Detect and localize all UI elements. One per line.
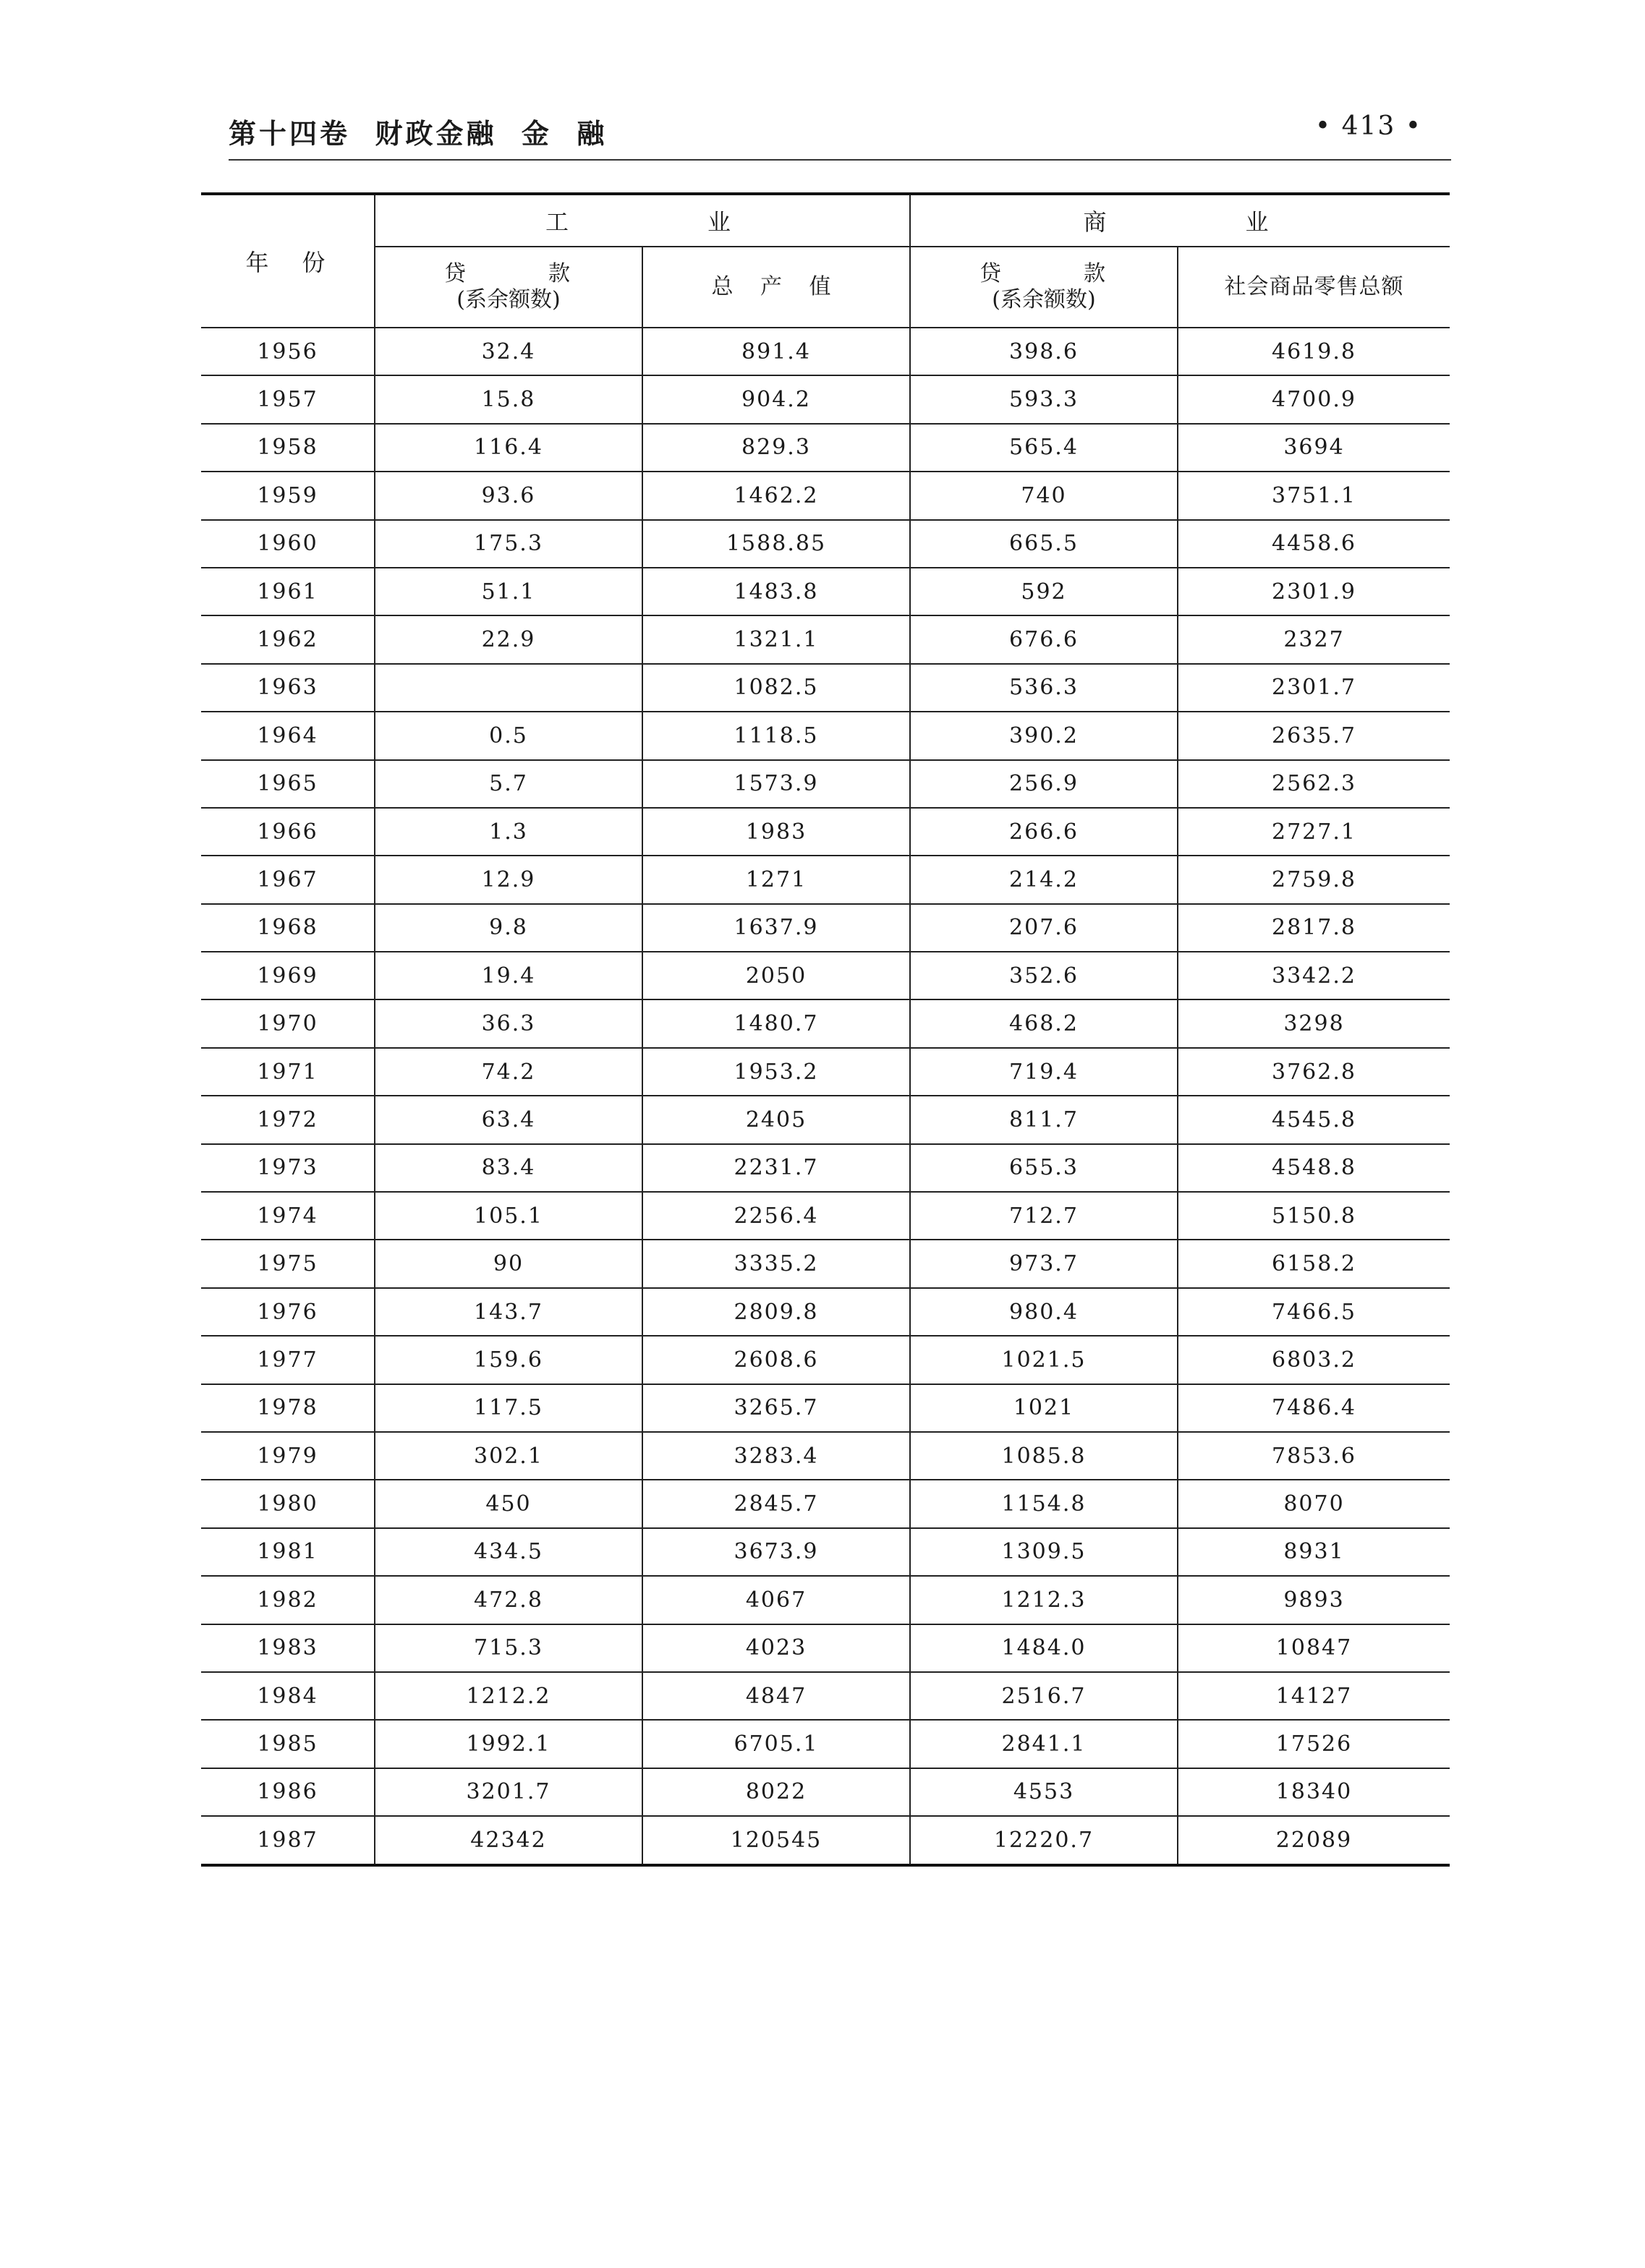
retail-sales-cell: 2759.8	[1178, 856, 1450, 903]
industry-loan-cell: 42342	[375, 1816, 642, 1864]
table-row	[201, 1288, 1450, 1336]
industry-loan-cell: 32.4	[375, 328, 642, 375]
commerce-loan-cell: 1021	[910, 1384, 1178, 1432]
total-output-cell: 1588.85	[642, 520, 910, 568]
total-output-cell: 1082.5	[642, 664, 910, 712]
commerce-loan-cell: 565.4	[910, 424, 1178, 472]
commerce-loan-cell: 973.7	[910, 1240, 1178, 1287]
industry-loan-cell: 715.3	[375, 1624, 642, 1672]
commerce-loan-cell: 214.2	[910, 856, 1178, 903]
retail-sales-cell: 7853.6	[1178, 1432, 1450, 1480]
retail-sales-cell: 8931	[1178, 1528, 1450, 1576]
retail-sales-cell: 9893	[1178, 1576, 1450, 1624]
retail-sales-cell: 4458.6	[1178, 520, 1450, 568]
retail-sales-cell: 8070	[1178, 1480, 1450, 1527]
industry-loan-cell: 159.6	[375, 1336, 642, 1384]
retail-sales-cell: 4545.8	[1178, 1096, 1450, 1143]
commerce-loan-cell: 536.3	[910, 664, 1178, 712]
table-row	[201, 375, 1450, 423]
year-cell: 1978	[201, 1384, 375, 1432]
table-row	[201, 952, 1450, 999]
table-header	[201, 194, 1450, 328]
table-row	[201, 1528, 1450, 1576]
table-row	[201, 856, 1450, 903]
retail-sales-cell: 2301.9	[1178, 568, 1450, 615]
total-output-cell: 2405	[642, 1096, 910, 1143]
year-cell: 1971	[201, 1048, 375, 1096]
table-row	[201, 1384, 1450, 1432]
retail-sales-cell: 2727.1	[1178, 808, 1450, 856]
table-row	[201, 1048, 1450, 1096]
total-output-cell: 2809.8	[642, 1288, 910, 1336]
year-cell: 1985	[201, 1720, 375, 1768]
table-row	[201, 568, 1450, 615]
commerce-loan-cell: 712.7	[910, 1192, 1178, 1240]
industry-loan-cell: 3201.7	[375, 1768, 642, 1816]
table-row	[201, 904, 1450, 952]
year-header-char-2: 份	[302, 249, 330, 276]
industry-loan-cell: 22.9	[375, 615, 642, 663]
commerce-loan-cell: 468.2	[910, 999, 1178, 1047]
year-cell: 1975	[201, 1240, 375, 1287]
commerce-loan-cell: 256.9	[910, 760, 1178, 808]
retail-sales-cell: 22089	[1178, 1816, 1450, 1864]
total-output-cell: 1118.5	[642, 712, 910, 759]
year-cell: 1960	[201, 520, 375, 568]
industry-loan-cell: 9.8	[375, 904, 642, 952]
year-cell: 1972	[201, 1096, 375, 1143]
loan-header-char-2: 款	[548, 261, 573, 286]
industry-loan-cell: 105.1	[375, 1192, 642, 1240]
industry-loan-header	[375, 247, 642, 328]
table-row	[201, 1576, 1450, 1624]
table-row	[201, 472, 1450, 519]
total-output-header	[642, 247, 910, 328]
header-row-subcolumns	[201, 247, 1450, 328]
year-cell: 1980	[201, 1480, 375, 1527]
table-row	[201, 520, 1450, 568]
loan-header-char-1: 贷	[979, 261, 1004, 286]
year-cell: 1970	[201, 999, 375, 1047]
retail-sales-cell: 10847	[1178, 1624, 1450, 1672]
total-output-cell: 2256.4	[642, 1192, 910, 1240]
table-row	[201, 1816, 1450, 1864]
total-output-cell: 1271	[642, 856, 910, 903]
total-output-cell: 829.3	[642, 424, 910, 472]
industry-loan-cell: 175.3	[375, 520, 642, 568]
table-row	[201, 1432, 1450, 1480]
retail-sales-header	[1178, 247, 1450, 328]
commerce-loan-cell: 811.7	[910, 1096, 1178, 1143]
industry-loan-cell: 434.5	[375, 1528, 642, 1576]
year-cell: 1977	[201, 1336, 375, 1384]
year-cell: 1962	[201, 615, 375, 663]
commerce-loan-cell: 1085.8	[910, 1432, 1178, 1480]
commerce-header-char-2: 业	[1245, 208, 1278, 236]
total-output-label: 总 产 值	[711, 274, 841, 299]
retail-sales-cell: 4619.8	[1178, 328, 1450, 375]
industry-loan-cell: 472.8	[375, 1576, 642, 1624]
industry-loan-cell: 83.4	[375, 1144, 642, 1192]
commerce-loan-cell: 4553	[910, 1768, 1178, 1816]
commerce-loan-cell: 1154.8	[910, 1480, 1178, 1527]
commerce-loan-cell: 593.3	[910, 375, 1178, 423]
total-output-cell: 891.4	[642, 328, 910, 375]
retail-sales-cell: 4700.9	[1178, 375, 1450, 423]
year-cell: 1958	[201, 424, 375, 472]
table-row	[201, 999, 1450, 1047]
industry-loan-cell: 0.5	[375, 712, 642, 759]
total-output-cell: 1637.9	[642, 904, 910, 952]
year-cell: 1966	[201, 808, 375, 856]
commerce-loan-cell: 655.3	[910, 1144, 1178, 1192]
industry-loan-cell: 12.9	[375, 856, 642, 903]
retail-sales-cell: 3342.2	[1178, 952, 1450, 999]
retail-sales-cell: 3298	[1178, 999, 1450, 1047]
commerce-loan-cell: 740	[910, 472, 1178, 519]
commerce-loan-cell: 266.6	[910, 808, 1178, 856]
total-output-cell: 2845.7	[642, 1480, 910, 1527]
total-output-cell: 904.2	[642, 375, 910, 423]
table-row	[201, 808, 1450, 856]
commerce-loan-cell: 592	[910, 568, 1178, 615]
commerce-loan-cell: 1309.5	[910, 1528, 1178, 1576]
retail-sales-cell: 17526	[1178, 1720, 1450, 1768]
year-cell: 1969	[201, 952, 375, 999]
year-cell: 1987	[201, 1816, 375, 1864]
total-output-cell: 2050	[642, 952, 910, 999]
retail-sales-cell: 5150.8	[1178, 1192, 1450, 1240]
industry-loan-cell: 302.1	[375, 1432, 642, 1480]
commerce-loan-cell: 2841.1	[910, 1720, 1178, 1768]
retail-sales-cell: 6158.2	[1178, 1240, 1450, 1287]
total-output-cell: 1483.8	[642, 568, 910, 615]
commerce-loan-header	[910, 247, 1178, 328]
table-row	[201, 328, 1450, 375]
retail-sales-cell: 7486.4	[1178, 1384, 1450, 1432]
commerce-group-header	[910, 194, 1450, 247]
industry-loan-cell: 74.2	[375, 1048, 642, 1096]
total-output-cell: 4023	[642, 1624, 910, 1672]
table-row	[201, 712, 1450, 759]
running-title: 第十四卷 财政金融 金 融	[229, 117, 608, 150]
industry-loan-cell: 117.5	[375, 1384, 642, 1432]
total-output-cell: 3335.2	[642, 1240, 910, 1287]
total-output-cell: 3265.7	[642, 1384, 910, 1432]
year-cell: 1968	[201, 904, 375, 952]
total-output-cell: 8022	[642, 1768, 910, 1816]
retail-sales-label: 社会商品零售总额	[1224, 274, 1404, 299]
total-output-cell: 1573.9	[642, 760, 910, 808]
industry-loan-cell: 1992.1	[375, 1720, 642, 1768]
commerce-header-char-1: 商	[1083, 208, 1115, 236]
table-row	[201, 1096, 1450, 1143]
year-cell: 1976	[201, 1288, 375, 1336]
table-row	[201, 615, 1450, 663]
industry-loan-cell: 143.7	[375, 1288, 642, 1336]
retail-sales-cell: 6803.2	[1178, 1336, 1450, 1384]
table-row	[201, 1672, 1450, 1720]
year-cell: 1973	[201, 1144, 375, 1192]
total-output-cell: 1953.2	[642, 1048, 910, 1096]
industry-loan-cell: 90	[375, 1240, 642, 1287]
commerce-loan-cell: 207.6	[910, 904, 1178, 952]
total-output-cell: 2608.6	[642, 1336, 910, 1384]
total-output-cell: 3673.9	[642, 1528, 910, 1576]
retail-sales-cell: 2327	[1178, 615, 1450, 663]
total-output-cell: 1462.2	[642, 472, 910, 519]
industry-loan-cell: 19.4	[375, 952, 642, 999]
industry-loan-cell: 116.4	[375, 424, 642, 472]
table-row	[201, 1720, 1450, 1768]
page-number: • 413 •	[1314, 111, 1422, 141]
table-row	[201, 760, 1450, 808]
industry-header-char-2: 业	[707, 208, 740, 236]
table-row	[201, 1768, 1450, 1816]
retail-sales-cell: 2301.7	[1178, 664, 1450, 712]
year-cell: 1983	[201, 1624, 375, 1672]
industry-loan-cell: 36.3	[375, 999, 642, 1047]
commerce-loan-cell: 1484.0	[910, 1624, 1178, 1672]
retail-sales-cell: 2817.8	[1178, 904, 1450, 952]
year-cell: 1965	[201, 760, 375, 808]
industry-loan-cell: 450	[375, 1480, 642, 1527]
total-output-cell: 2231.7	[642, 1144, 910, 1192]
industry-loan-cell: 15.8	[375, 375, 642, 423]
loan-header-char-1: 贷	[444, 261, 469, 286]
year-header-char-1: 年	[245, 249, 273, 276]
year-cell: 1982	[201, 1576, 375, 1624]
industry-loan-cell: 5.7	[375, 760, 642, 808]
year-cell: 1961	[201, 568, 375, 615]
year-cell: 1964	[201, 712, 375, 759]
commerce-loan-cell: 1021.5	[910, 1336, 1178, 1384]
year-cell: 1974	[201, 1192, 375, 1240]
total-output-cell: 6705.1	[642, 1720, 910, 1768]
total-output-cell: 120545	[642, 1816, 910, 1864]
statistics-table	[201, 192, 1450, 1867]
table-row	[201, 664, 1450, 712]
total-output-cell: 4847	[642, 1672, 910, 1720]
year-cell: 1967	[201, 856, 375, 903]
loan-header-note: (系余额数)	[992, 287, 1096, 312]
loan-header-note: (系余额数)	[456, 287, 561, 312]
commerce-loan-cell: 12220.7	[910, 1816, 1178, 1864]
commerce-loan-cell: 398.6	[910, 328, 1178, 375]
year-cell: 1957	[201, 375, 375, 423]
retail-sales-cell: 3751.1	[1178, 472, 1450, 519]
total-output-cell: 1321.1	[642, 615, 910, 663]
retail-sales-cell: 14127	[1178, 1672, 1450, 1720]
retail-sales-cell: 4548.8	[1178, 1144, 1450, 1192]
commerce-loan-cell: 1212.3	[910, 1576, 1178, 1624]
table-row	[201, 1480, 1450, 1527]
year-cell: 1984	[201, 1672, 375, 1720]
industry-loan-cell	[375, 664, 642, 712]
industry-group-header	[375, 194, 910, 247]
loan-header-char-2: 款	[1084, 261, 1108, 286]
retail-sales-cell: 2635.7	[1178, 712, 1450, 759]
commerce-loan-cell: 390.2	[910, 712, 1178, 759]
year-cell: 1981	[201, 1528, 375, 1576]
industry-loan-cell: 1.3	[375, 808, 642, 856]
year-cell: 1956	[201, 328, 375, 375]
total-output-cell: 4067	[642, 1576, 910, 1624]
commerce-loan-cell: 2516.7	[910, 1672, 1178, 1720]
table-row	[201, 1336, 1450, 1384]
retail-sales-cell: 3694	[1178, 424, 1450, 472]
total-output-cell: 1480.7	[642, 999, 910, 1047]
year-cell: 1986	[201, 1768, 375, 1816]
retail-sales-cell: 18340	[1178, 1768, 1450, 1816]
industry-loan-cell: 63.4	[375, 1096, 642, 1143]
table-row	[201, 1192, 1450, 1240]
industry-header-char-1: 工	[545, 208, 577, 236]
commerce-loan-cell: 719.4	[910, 1048, 1178, 1096]
retail-sales-cell: 2562.3	[1178, 760, 1450, 808]
industry-loan-cell: 51.1	[375, 568, 642, 615]
total-output-cell: 3283.4	[642, 1432, 910, 1480]
commerce-loan-cell: 980.4	[910, 1288, 1178, 1336]
commerce-loan-cell: 665.5	[910, 520, 1178, 568]
table-row	[201, 1240, 1450, 1287]
page-header	[229, 108, 1451, 161]
industry-loan-cell: 1212.2	[375, 1672, 642, 1720]
year-cell: 1979	[201, 1432, 375, 1480]
header-row-groups	[201, 194, 1450, 247]
retail-sales-cell: 7466.5	[1178, 1288, 1450, 1336]
total-output-cell: 1983	[642, 808, 910, 856]
industry-loan-cell: 93.6	[375, 472, 642, 519]
commerce-loan-cell: 676.6	[910, 615, 1178, 663]
table-row	[201, 1144, 1450, 1192]
table-body	[201, 328, 1450, 1865]
retail-sales-cell: 3762.8	[1178, 1048, 1450, 1096]
table-row	[201, 1624, 1450, 1672]
commerce-loan-cell: 352.6	[910, 952, 1178, 999]
year-cell: 1963	[201, 664, 375, 712]
year-column-header	[201, 194, 375, 328]
year-cell: 1959	[201, 472, 375, 519]
table-row	[201, 424, 1450, 472]
